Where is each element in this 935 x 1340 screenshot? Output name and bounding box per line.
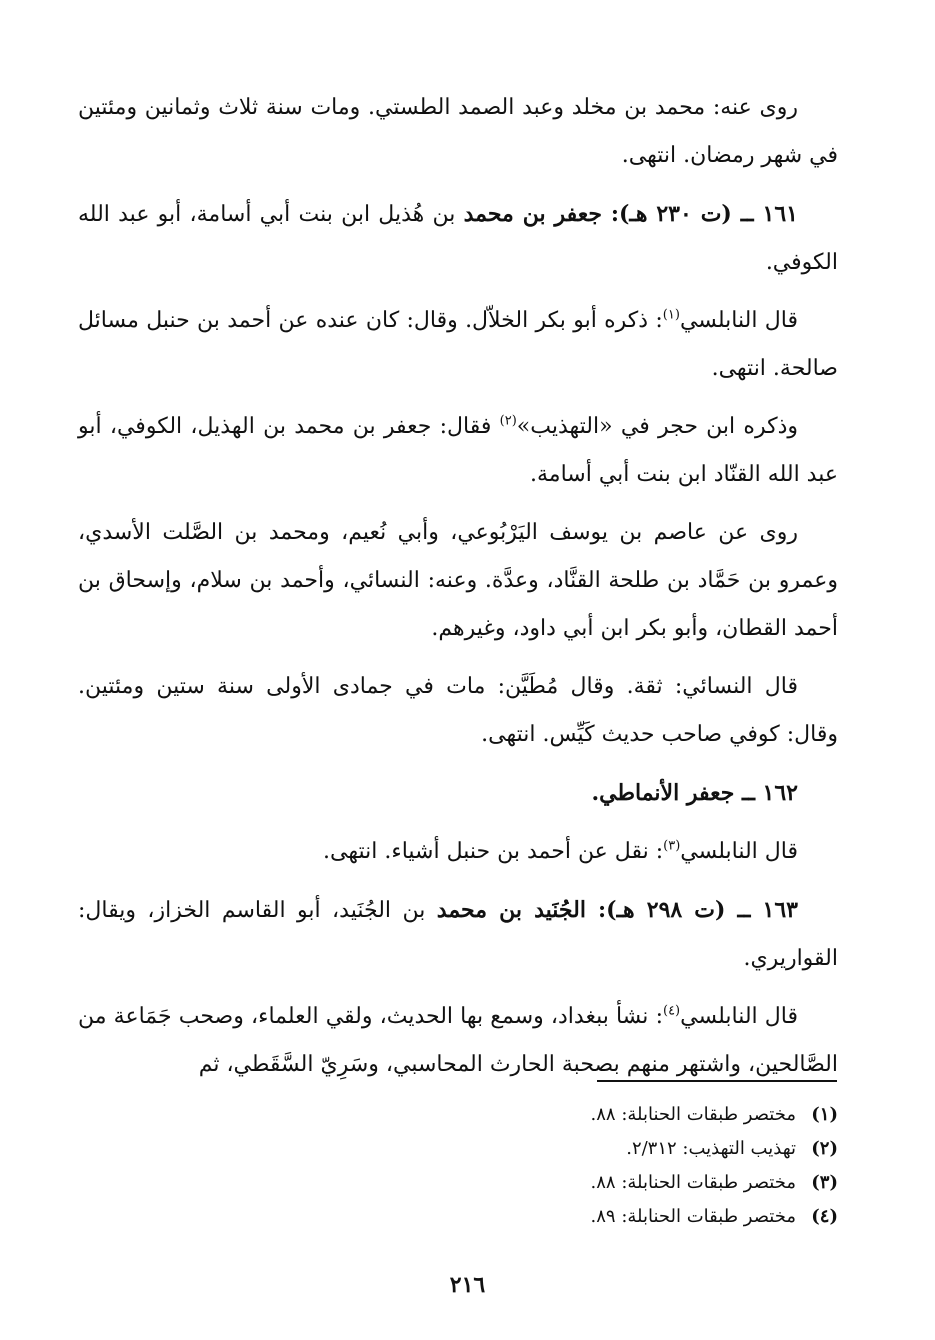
paragraph-text: قال النابلسي: [680, 1004, 798, 1029]
footnote-item: [480, 1098, 838, 1132]
footnote-item: [480, 1132, 838, 1166]
paragraph-text: قال النابلسي: [680, 839, 798, 864]
paragraph: [78, 993, 838, 1089]
footnote-ref: (٢): [499, 413, 517, 429]
paragraph: [78, 828, 838, 876]
footnote-ref: (٣): [663, 838, 681, 854]
paragraph: [78, 84, 838, 180]
main-text: [78, 84, 838, 1099]
entry-162: [78, 769, 838, 818]
page-number: ٢١٦: [449, 1272, 486, 1298]
paragraph-text: قال النابلسي: [679, 308, 798, 333]
entry-text: بن الجُنَيد، أبو القاسم الخزاز، ويقال: القواريري.: [78, 898, 838, 971]
entry-text: بن هُذيل ابن بنت أبي أسامة، أبو عبد الله الكوفي.: [78, 202, 838, 275]
footnote-number: (٣): [811, 1172, 838, 1193]
footnote-ref: (٤): [662, 1003, 681, 1019]
footnote-text: مختصر طبقات الحنابلة: ٨٨.: [590, 1104, 796, 1125]
paragraph: [78, 663, 838, 759]
entry-heading: ١٦١ ــ (ت ٢٣٠ هـ): جعفر بن محمد: [463, 201, 798, 227]
footnotes: [480, 1098, 838, 1234]
paragraph-text: روى عن عاصم بن يوسف اليَرْبُوعي، وأبي نُعيم، ومحمد بن الصَّلت الأسدي، وعمرو بن حَمَّاد بن طلحة القنَّاد، وعدَّة. وعنه: النسائي، وأحمد بن سلام، وإسحاق بن أحمد القطان، وأبو بكر ابن أبي داود، وغيرهم.: [78, 520, 838, 641]
footnote-item: [480, 1166, 838, 1200]
entry-163: [78, 886, 838, 983]
entry-161: [78, 190, 838, 287]
paragraph: [78, 297, 838, 393]
footnote-divider: [597, 1080, 837, 1082]
paragraph-text: : نقل عن أحمد بن حنبل أشياء. انتهى.: [323, 839, 664, 864]
footnote-item: [480, 1200, 838, 1234]
paragraph: [78, 509, 838, 653]
paragraph-text: وذكره ابن حجر في «التهذيب»: [516, 414, 798, 439]
paragraph-text: : ذكره أبو بكر الخلاّل. وقال: كان عنده عن أحمد بن حنبل مسائل صالحة. انتهى.: [78, 308, 838, 381]
footnote-text: مختصر طبقات الحنابلة: ٨٩.: [590, 1206, 796, 1227]
footnote-number: (٤): [811, 1206, 838, 1227]
footnote-text: مختصر طبقات الحنابلة: ٨٨.: [590, 1172, 796, 1193]
footnote-text: تهذيب التهذيب: ٢/٣١٢.: [626, 1138, 796, 1159]
paragraph-text: فقال: جعفر بن محمد بن الهذيل، الكوفي، أبو عبد الله القنّاد ابن بنت أبي أسامة.: [78, 414, 838, 487]
paragraph: [78, 403, 838, 499]
footnote-ref: (١): [662, 307, 680, 323]
paragraph-text: روى عنه: محمد بن مخلد وعبد الصمد الطستي. ومات سنة ثلاث وثمانين ومئتين في شهر رمضان. انتهى.: [78, 95, 838, 168]
paragraph-text: قال النسائي: ثقة. وقال مُطَيَّن: مات في جمادى الأولى سنة ستين ومئتين. وقال: كوفي صاحب حديث كَيِّس. انتهى.: [78, 674, 838, 747]
entry-heading: ١٦٢ ــ جعفر الأنماطي.: [591, 780, 798, 806]
paragraph-text: : نشأ ببغداد، وسمع بها الحديث، ولقي العلماء، وصحب جَمَاعة من الصَّالحين، واشتهر منهم بصحبة الحارث المحاسبي، وسَرِيّ السَّقَطي، ثم: [78, 1004, 838, 1077]
footnote-number: (٢): [811, 1138, 838, 1159]
entry-heading: ١٦٣ ــ (ت ٢٩٨ هـ): الجُنَيد بن محمد: [436, 897, 798, 923]
footnote-number: (١): [811, 1104, 838, 1125]
